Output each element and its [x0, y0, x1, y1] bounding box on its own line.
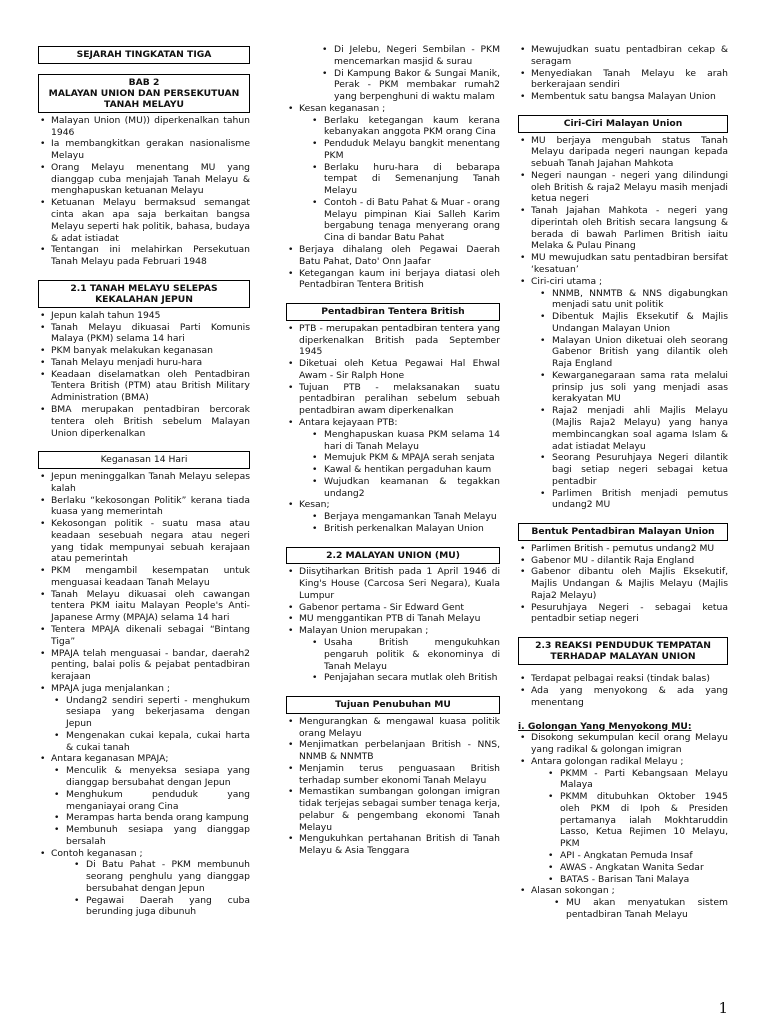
chapter-heading-line: BAB 2 — [128, 76, 160, 88]
column-2 — [286, 44, 500, 857]
sublist-item: • NNMB, NNMTB & NNS digabungkan menjadi satu unit politik — [552, 288, 728, 312]
keganasan-heading: Keganasan 14 Hari — [38, 451, 250, 469]
section-2-1-list — [38, 310, 250, 439]
sublist-item: • Undang2 sendiri seperti - menghukum sesiapa yang bekerjasama dengan Jepun — [66, 695, 250, 730]
list-item: • PTB - merupakan pentadbiran tentera yang diperkenalkan British pada September 1945 — [299, 323, 500, 358]
examples-sublist — [38, 859, 250, 918]
list-item: • Contoh keganasan ; — [51, 848, 250, 860]
document-title: SEJARAH TINGKATAN TIGA — [38, 46, 250, 64]
column-3 — [518, 44, 728, 921]
list-item: • Antara kejayaan PTB: — [299, 417, 500, 429]
list-item: • Alasan sokongan ; — [531, 885, 728, 897]
list-item: • Menjimatkan perbelanjaan British - NNS, NNMB & NNMTB — [299, 739, 500, 763]
section-2-3-heading — [518, 637, 728, 665]
list-item: • Tanah Melayu dikuasai oleh cawangan tentera PKM iaitu Malayan People's Anti-Japanese Army (MPAJA) selama 14 hari — [51, 589, 250, 624]
list-item: • Antara golongan radikal Melayu ; — [531, 756, 728, 768]
golongan-subheading: i. Golongan Yang Menyokong MU: — [518, 720, 692, 732]
sublist-item: • Berlaku ketegangan kaum kerana kebanyakan anggota PKM orang Cina — [324, 115, 500, 139]
sublist-item: • Membunuh sesiapa yang dianggap bersalah — [66, 824, 250, 848]
list-item: • MU menggantikan PTB di Tanah Melayu — [299, 613, 500, 625]
sublist-item: • Di Kampung Bakor & Sungai Manik, Perak - PKM membakar rumah2 yang berpenghuni di waktu malam — [334, 68, 500, 103]
sublist-item: • Memujuk PKM & MPAJA serah senjata — [324, 452, 500, 464]
list-item: • Keadaan diselamatkan oleh Pentadbiran Tentera British (PTM) atau British Military Administration (BMA) — [51, 369, 250, 404]
list-item: • MU berjaya mengubah status Tanah Melayu daripada negeri naungan kepada sebuah Tanah Jajahan Mahkota — [531, 135, 728, 170]
sublist-item: • Penjajahan secara mutlak oleh British — [324, 672, 500, 684]
bentuk-list — [518, 543, 728, 625]
alasan-sublist — [518, 897, 728, 921]
sublist-item: • Penduduk Melayu bangkit menentang PKM — [324, 138, 500, 162]
list-item: • BMA merupakan pentadbiran bercorak tentera oleh British sebelum Malayan Union diperkenalkan — [51, 404, 250, 439]
sublist-item: • Contoh - di Batu Pahat & Muar - orang Melayu pimpinan Kiai Salleh Karim bergabung tenaga menyerang orang Cina di bandar Batu Pahat — [324, 197, 500, 244]
sublist-item: • Seorang Pesuruhjaya Negeri dilantik bagi setiap negeri sebagai ketua pentadbir — [552, 452, 728, 487]
list-item: • Kesan; — [299, 499, 500, 511]
list-item: • Memastikan sumbangan golongan imigran tidak terjejas sebagai sumber tenaga kerja, pelabur & pengembang ekonomi Tanah Melayu — [299, 786, 500, 833]
page-number: 1 — [718, 998, 728, 1017]
section-2-2-list — [286, 566, 500, 637]
list-item: • Ketuanan Melayu bermaksud semangat cinta akan apa saja berkaitan bangsa Melayu seperti hak politik, bahasa, budaya & adat istiadat — [51, 197, 250, 244]
sublist-item: • Parlimen British menjadi pemutus undang2 MU — [552, 488, 728, 512]
list-item: • MU mewujudkan satu pentadbiran bersifat ‘kesatuan’ — [531, 252, 728, 276]
chapter-heading-line: TANAH MELAYU — [104, 98, 184, 110]
golongan-list — [518, 732, 728, 767]
radikal-sublist — [518, 768, 728, 886]
list-item: • Menjamin terus penguasaan British terhadap sumber ekonomi Tanah Melayu — [299, 763, 500, 787]
sublist-item: • Merampas harta benda orang kampung — [66, 812, 250, 824]
list-item: • Tentera MPAJA dikenali sebagai “Bintang Tiga” — [51, 624, 250, 648]
sublist-item: • Menghukum penduduk yang menganiayai orang Cina — [66, 789, 250, 813]
sublist-item: • BATAS - Barisan Tani Malaya — [560, 874, 728, 886]
list-item: • Mengukuhkan pertahanan British di Tanah Melayu & Asia Tenggara — [299, 833, 500, 857]
sublist-item: • Berjaya mengamankan Tanah Melayu — [324, 511, 500, 523]
section-heading-line: 2.1 TANAH MELAYU SELEPAS — [70, 282, 218, 294]
column-1 — [38, 44, 250, 918]
kesan-list-cont — [286, 244, 500, 291]
sublist-item: • British perkenalkan Malayan Union — [324, 523, 500, 535]
list-item: • MPAJA juga menjalankan ; — [51, 683, 250, 695]
list-item: • Kesan keganasan ; — [299, 103, 500, 115]
sublist-item: • Pegawai Daerah yang cuba berunding juga dibunuh — [86, 895, 250, 919]
list-item: • Diisytiharkan British pada 1 April 1946 di King's House (Carcosa Seri Negara), Kuala Lumpur — [299, 566, 500, 601]
chapter-intro-list — [38, 115, 250, 268]
sublist-item: • Menculik & menyeksa sesiapa yang dianggap bersubahat dengan Jepun — [66, 765, 250, 789]
list-item: • Disokong sekumpulan kecil orang Melayu yang radikal & golongan imigran — [531, 732, 728, 756]
mpaja-acts-sublist — [38, 765, 250, 847]
section-heading-line: KEKALAHAN JEPUN — [95, 293, 193, 305]
sublist-item: • Malayan Union diketuai oleh seorang Gabenor British yang dilantik oleh Raja England — [552, 335, 728, 370]
golongan-list-cont — [518, 885, 728, 897]
ptb-list-cont — [286, 499, 500, 511]
list-item: • Ada yang menyokong & ada yang menentang — [531, 685, 728, 709]
list-item: • Pesuruhjaya Negeri - sebagai ketua pentadbir setiap negeri — [531, 602, 728, 626]
sublist-item: • Usaha British mengukuhkan pengaruh politik & ekonominya di Tanah Melayu — [324, 637, 500, 672]
ciri-heading: Ciri-Ciri Malayan Union — [518, 115, 728, 133]
ptb-effect-sublist — [286, 511, 500, 535]
list-item: • PKM banyak melakukan keganasan — [51, 345, 250, 357]
kesan-sublist — [286, 115, 500, 244]
list-item: • Jepun kalah tahun 1945 — [51, 310, 250, 322]
ptb-list — [286, 323, 500, 429]
sublist-item: • MU akan menyatukan sistem pentadbiran Tanah Melayu — [566, 897, 728, 921]
bentuk-heading: Bentuk Pentadbiran Malayan Union — [518, 523, 728, 541]
tujuan-list — [286, 716, 500, 857]
list-item: • Malayan Union merupakan ; — [299, 625, 500, 637]
list-item: • Ia membangkitkan gerakan nasionalisme Melayu — [51, 138, 250, 162]
section-2-2-heading: 2.2 MALAYAN UNION (MU) — [286, 547, 500, 565]
tujuan-list-cont — [518, 44, 728, 103]
keganasan-list-cont — [38, 848, 250, 860]
examples-cont-sublist — [286, 44, 500, 103]
sublist-item: • Mengenakan cukai kepala, cukai harta & cukai tanah — [66, 730, 250, 754]
list-item: • Berlaku “kekosongan Politik” kerana tiada kuasa yang memerintah — [51, 495, 250, 519]
list-item: • Malayan Union (MU)) diperkenalkan tahun 1946 — [51, 115, 250, 139]
sublist-item: • PKMM - Parti Kebangsaan Melayu Malaya — [560, 768, 728, 792]
sublist-item: • Menghapuskan kuasa PKM selama 14 hari di Tanah Melayu — [324, 429, 500, 453]
sublist-item: • API - Angkatan Pemuda Insaf — [560, 850, 728, 862]
sublist-item: • Wujudkan keamanan & tegakkan undang2 — [324, 476, 500, 500]
list-item: • Gabenor pertama - Sir Edward Gent — [299, 602, 500, 614]
list-item: • Negeri naungan - negeri yang dilindungi oleh British & raja2 Melayu masih menjadi ketua negeri — [531, 170, 728, 205]
list-item: • Gabenor dibantu oleh Majlis Eksekutif, Majlis Undangan & Majlis Melayu (Majlis Raja2 Melayu) — [531, 566, 728, 601]
list-item: • Tanah Melayu dikuasai Parti Komunis Malaya (PKM) selama 14 hari — [51, 322, 250, 346]
list-item: • Tujuan PTB - melaksanakan suatu pentadbiran peralihan sebelum sebuah pentadbiran awam diperkenalkan — [299, 382, 500, 417]
ciri-sublist — [518, 288, 728, 512]
list-item: • Jepun meninggalkan Tanah Melayu selepas kalah — [51, 471, 250, 495]
list-item: • Tentangan ini melahirkan Persekutuan Tanah Melayu pada Februari 1948 — [51, 244, 250, 268]
sublist-item: • AWAS - Angkatan Wanita Sedar — [560, 862, 728, 874]
list-item: • Mengurangkan & mengawal kuasa politik orang Melayu — [299, 716, 500, 740]
kesan-list — [286, 103, 500, 115]
sublist-item: • PKMM ditubuhkan Oktober 1945 oleh PKM di Ipoh & Presiden pertamanya ialah Mokhtaruddin Lasso, Ketua Rejimen 10 Melayu, PKM — [560, 791, 728, 850]
list-item: • Ketegangan kaum ini berjaya diatasi oleh Pentadbiran Tentera British — [299, 268, 500, 292]
sublist-item: • Kewarganegaraan sama rata melalui prinsip jus soli yang menjadi asas kerakyatan MU — [552, 370, 728, 405]
ciri-list — [518, 135, 728, 288]
list-item: • Diketuai oleh Ketua Pegawai Hal Ehwal Awam - Sir Ralph Hone — [299, 358, 500, 382]
ptb-success-sublist — [286, 429, 500, 500]
sublist-item: • Raja2 menjadi ahli Majlis Melayu (Majlis Raja2 Melayu) yang hanya membincangkan soal agama Islam & adat istiadat Melayu — [552, 405, 728, 452]
chapter-heading — [38, 74, 250, 113]
list-item: • Kekosongan politik - suatu masa atau keadaan sesebuah negara atau negeri yang tidak mempunyai sebuah kerajaan atau pemerintah — [51, 518, 250, 565]
list-item: • Orang Melayu menentang MU yang dianggap cuba menjajah Tanah Melayu & menghapuskan ketuanan Melayu — [51, 162, 250, 197]
mpaja-run-sublist — [38, 695, 250, 754]
keganasan-list-cont — [38, 753, 250, 765]
section-2-1-heading — [38, 280, 250, 308]
list-item: • Tanah Melayu menjadi huru-hara — [51, 357, 250, 369]
list-item: • Gabenor MU - dilantik Raja England — [531, 555, 728, 567]
list-item: • Membentuk satu bangsa Malayan Union — [531, 91, 728, 103]
section-heading-line: 2.3 REAKSI PENDUDUK TEMPATAN — [535, 640, 711, 652]
sublist-item: • Berlaku huru-hara di bebarapa tempat di Semenanjung Tanah Melayu — [324, 162, 500, 197]
sublist-item: • Kawal & hentikan pergaduhan kaum — [324, 464, 500, 476]
sublist-item: • Dibentuk Majlis Eksekutif & Majlis Undangan Malayan Union — [552, 311, 728, 335]
list-item: • Terdapat pelbagai reaksi (tindak balas) — [531, 673, 728, 685]
sublist-item: • Di Batu Pahat - PKM membunuh seorang penghulu yang dianggap bersubahat dengan Jepun — [86, 859, 250, 894]
list-item: • Mewujudkan suatu pentadbiran cekap & seragam — [531, 44, 728, 68]
keganasan-list — [38, 471, 250, 695]
list-item: • Berjaya dihalang oleh Pegawai Daerah Batu Pahat, Dato' Onn Jaafar — [299, 244, 500, 268]
list-item: • PKM mengambil kesempatan untuk menguasai keadaan Tanah Melayu — [51, 565, 250, 589]
section-2-3-list — [518, 673, 728, 708]
list-item: • Parlimen British - pemutus undang2 MU — [531, 543, 728, 555]
section-heading-line: TERHADAP MALAYAN UNION — [550, 651, 696, 663]
tujuan-heading: Tujuan Penubuhan MU — [286, 696, 500, 714]
chapter-heading-line: MALAYAN UNION DAN PERSEKUTUAN — [48, 87, 240, 99]
list-item: • Antara keganasan MPAJA; — [51, 753, 250, 765]
list-item: • Ciri-ciri utama ; — [531, 276, 728, 288]
list-item: • Menyediakan Tanah Melayu ke arah berkerajaan sendiri — [531, 68, 728, 92]
list-item: • MPAJA telah menguasai - bandar, daerah2 penting, balai polis & pejabat pentadbiran kerajaan — [51, 648, 250, 683]
ptb-heading: Pentadbiran Tentera British — [286, 303, 500, 321]
section-2-2-sublist — [286, 637, 500, 684]
sublist-item: • Di Jelebu, Negeri Sembilan - PKM mencemarkan masjid & surau — [334, 44, 500, 68]
list-item: • Tanah Jajahan Mahkota - negeri yang diperintah oleh British secara langsung & berada di bawah Parlimen British iaitu Melaka & Pulau Pinang — [531, 205, 728, 252]
